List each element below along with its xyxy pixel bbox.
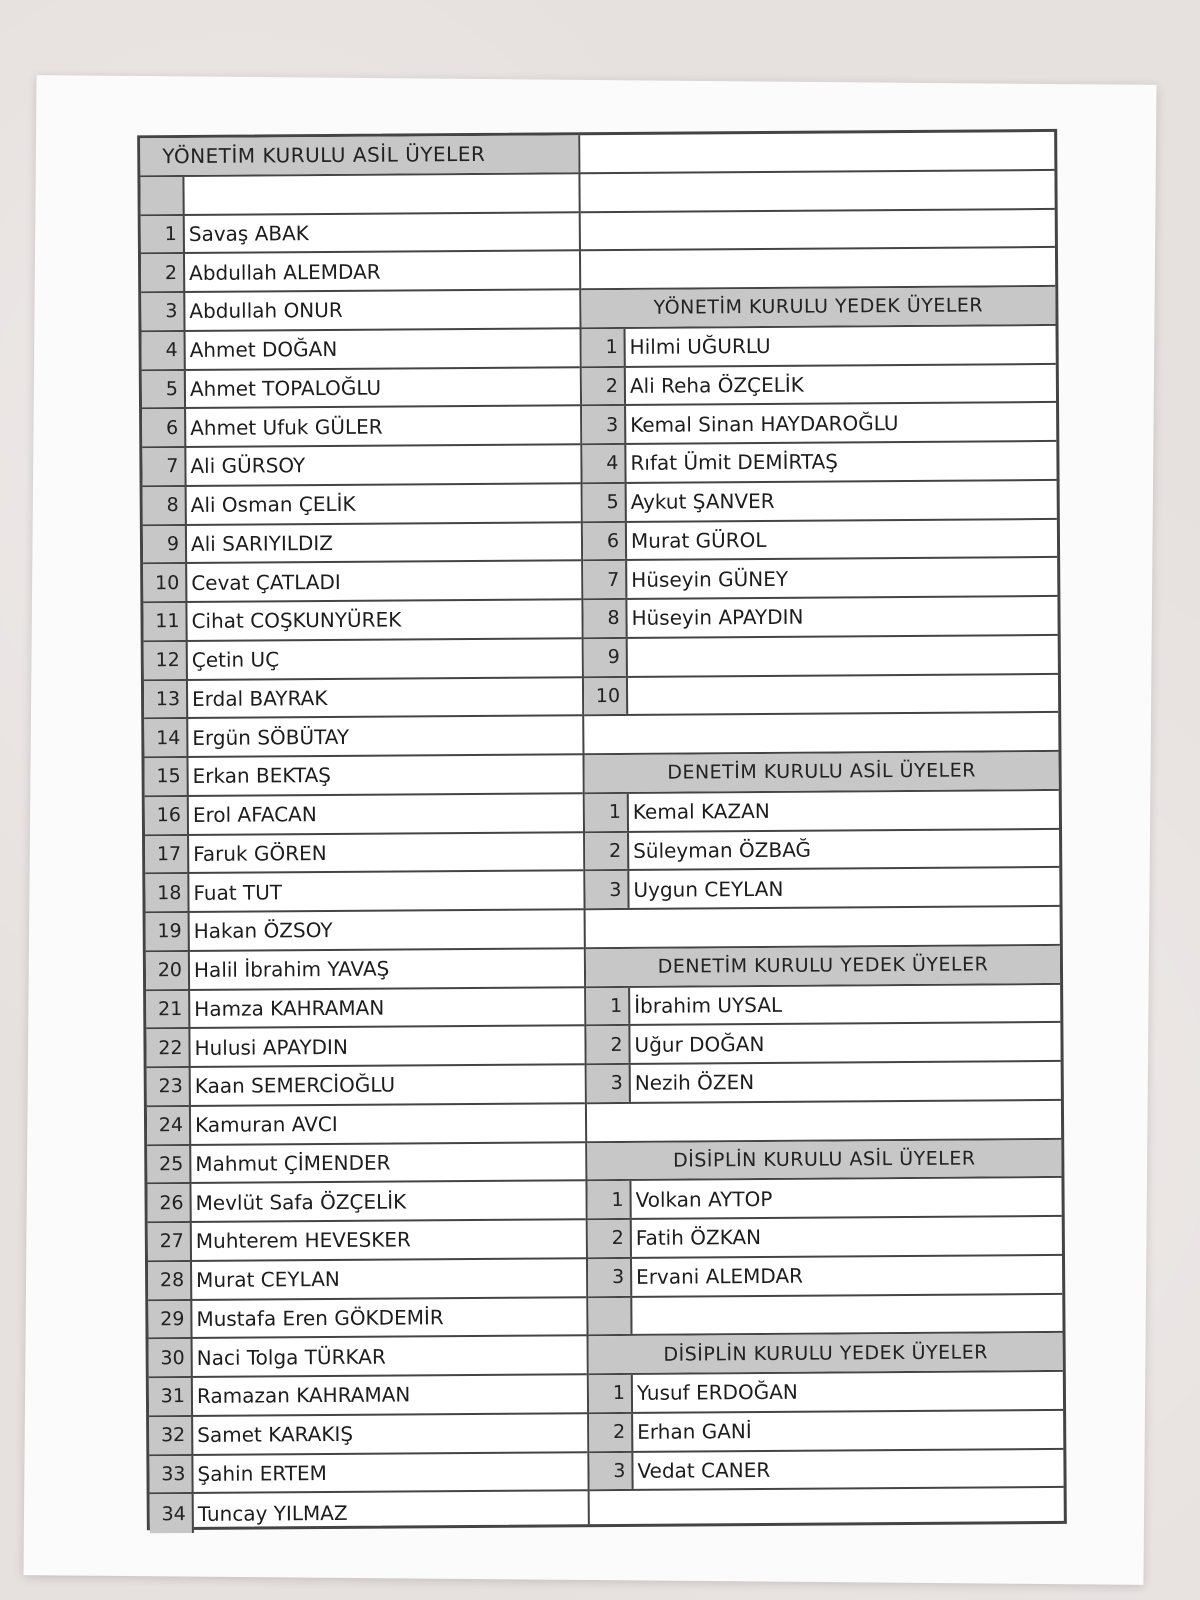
section-spacer-row	[587, 1101, 1061, 1143]
dk-yedek-member-number: 2	[586, 1026, 630, 1063]
yk-asil-member-name: Erol AFACAN	[192, 802, 317, 828]
yk-yedek-member-name: Hüseyin GÜNEY	[631, 566, 789, 592]
dk-asil-member-name: Süleyman ÖZBAĞ	[633, 837, 812, 863]
yk-asil-member-row	[142, 368, 580, 410]
disk-yedek-member-number: 1	[589, 1375, 633, 1412]
yk-asil-member-name: Erkan BEKTAŞ	[192, 763, 332, 789]
yk-asil-member-name: Şahin ERTEM	[197, 1460, 327, 1486]
yk-asil-member-number: 23	[147, 1068, 191, 1105]
dk-yedek-member-row	[586, 1023, 1060, 1065]
yk-asil-member-row	[147, 1181, 585, 1223]
yk-asil-member-number: 14	[144, 719, 188, 756]
section-spacer-row	[584, 713, 1058, 755]
blank-name-cell	[184, 174, 578, 213]
yk-asil-member-row	[145, 871, 583, 913]
yk-asil-member-number: 24	[147, 1107, 191, 1144]
yk-asil-member-name: Mahmut ÇİMENDER	[195, 1150, 391, 1176]
member-list-table	[137, 129, 1067, 1530]
yk-asil-member-number: 7	[142, 448, 186, 485]
yk-asil-member-row	[146, 988, 584, 1030]
yk-asil-member-row	[144, 678, 582, 720]
yk-asil-member-name: Erdal BAYRAK	[191, 685, 328, 711]
right-blank-row-cell	[581, 209, 1055, 249]
yk-asil-member-row	[146, 1026, 584, 1068]
yk-asil-member-number: 15	[144, 758, 188, 795]
yk-asil-member-row	[144, 716, 582, 758]
yk-asil-member-name: Hakan ÖZSOY	[193, 918, 333, 944]
yk-asil-member-name: Abdullah ALEMDAR	[189, 259, 381, 285]
dk-yedek-member-name: Nezih ÖZEN	[634, 1070, 755, 1096]
yk-yedek-member-row	[582, 442, 1056, 484]
yk-yedek-member-number: 7	[583, 561, 627, 598]
yk-asil-member-row	[143, 523, 581, 565]
yk-asil-member-number: 19	[146, 913, 190, 950]
disk-asil-member-name: Volkan AYTOP	[635, 1186, 773, 1212]
yk-asil-member-name: Savaş ABAK	[188, 221, 309, 246]
yk-asil-member-name: Ahmet TOPALOĞLU	[189, 375, 382, 401]
yk-asil-member-number: 13	[144, 680, 188, 717]
yk-asil-member-row	[143, 484, 581, 526]
yk-yedek-member-name: Hilmi UĞURLU	[629, 334, 771, 360]
yk-asil-member-name: Ramazan KAHRAMAN	[196, 1382, 411, 1409]
yk-asil-member-row	[141, 290, 579, 332]
yk-asil-member-number: 17	[145, 835, 189, 872]
dk-asil-member-row	[585, 791, 1059, 833]
yk-asil-member-row	[147, 1104, 585, 1146]
disk-asil-member-number: 2	[588, 1220, 632, 1257]
yk-asil-member-name: Çetin UÇ	[191, 647, 280, 673]
yk-asil-member-row	[145, 833, 583, 875]
yk-asil-member-row	[141, 213, 579, 255]
dk-asil-member-row	[585, 829, 1059, 871]
yk-asil-member-row	[148, 1220, 586, 1262]
dk-asil-member-name: Uygun CEYLAN	[633, 876, 784, 902]
yk-asil-member-number: 28	[148, 1262, 192, 1299]
yk-asil-member-number: 18	[145, 874, 189, 911]
yk-asil-member-row	[143, 600, 581, 642]
yk-asil-header-row	[140, 135, 578, 177]
yk-asil-member-number: 16	[145, 797, 189, 834]
disk-yedek-member-name: Erhan GANİ	[637, 1419, 752, 1444]
yk-asil-member-number: 4	[142, 332, 186, 369]
disk-asil-member-row	[587, 1178, 1061, 1220]
dk-yedek-member-name: İbrahim UYSAL	[634, 992, 783, 1018]
dk-asil-title-row	[584, 752, 1058, 794]
yk-yedek-member-name	[628, 674, 1058, 714]
yk-asil-member-name: Tuncay YILMAZ	[197, 1500, 348, 1526]
right-blank-row-cell	[580, 171, 1054, 211]
yk-asil-member-row	[141, 252, 579, 294]
yk-asil-member-number: 31	[149, 1378, 193, 1415]
yk-asil-member-number: 9	[143, 525, 187, 562]
yk-asil-member-name: Hulusi APAYDIN	[194, 1034, 348, 1060]
yk-asil-member-name: Samet KARAKIŞ	[197, 1421, 354, 1448]
yk-yedek-title-row	[581, 287, 1055, 329]
yk-asil-member-number: 26	[147, 1184, 191, 1221]
yk-asil-member-row	[144, 755, 582, 797]
dk-yedek-member-number: 1	[586, 987, 630, 1024]
yk-asil-member-number: 5	[142, 370, 186, 407]
paper-sheet	[23, 75, 1156, 1585]
yk-asil-title: YÖNETİM KURULU ASİL ÜYELER	[140, 135, 578, 175]
dk-asil-member-name: Kemal KAZAN	[632, 799, 770, 825]
yk-asil-member-name: Mustafa Eren GÖKDEMİR	[196, 1305, 444, 1331]
disk-asil-title: DİSİPLİN KURULU ASİL ÜYELER	[587, 1139, 1061, 1179]
yk-yedek-member-name: Kemal Sinan HAYDAROĞLU	[630, 410, 899, 437]
disk-asil-member-number: 1	[587, 1181, 631, 1218]
yk-yedek-member-number: 10	[584, 677, 628, 714]
yk-asil-member-number: 30	[149, 1339, 193, 1376]
yk-asil-member-number: 27	[148, 1223, 192, 1260]
yk-asil-member-number: 11	[143, 603, 187, 640]
yk-asil-member-row	[142, 406, 580, 448]
section-spacer-row-cell	[584, 713, 1058, 753]
dk-yedek-title-row	[586, 946, 1060, 988]
disk-yedek-member-row	[589, 1449, 1063, 1491]
yk-asil-member-row	[147, 1143, 585, 1185]
yk-asil-member-number: 10	[143, 564, 187, 601]
yk-asil-member-number: 2	[141, 254, 185, 291]
dk-asil-member-number: 2	[585, 832, 629, 869]
yk-asil-member-name: Faruk GÖREN	[193, 840, 327, 866]
disk-asil-member-row	[588, 1217, 1062, 1259]
yk-yedek-title: YÖNETİM KURULU YEDEK ÜYELER	[581, 287, 1055, 327]
yk-asil-member-number: 8	[143, 487, 187, 524]
yk-yedek-member-number: 4	[582, 445, 626, 482]
yk-asil-member-row	[144, 639, 582, 681]
yk-asil-member-name: Cevat ÇATLADI	[191, 569, 341, 595]
yk-asil-member-name: Ahmet DOĞAN	[189, 337, 338, 363]
yk-asil-member-row	[149, 1375, 587, 1417]
yk-asil-member-name: Muhterem HEVESKER	[195, 1227, 411, 1254]
yk-asil-member-name: Naci Tolga TÜRKAR	[196, 1344, 386, 1370]
yk-asil-member-name: Hamza KAHRAMAN	[194, 995, 385, 1021]
dk-yedek-member-number: 3	[587, 1065, 631, 1102]
yk-asil-member-name: Cihat COŞKUNYÜREK	[191, 607, 402, 634]
right-blank-row-cell	[581, 248, 1055, 288]
section-spacer-row	[586, 907, 1060, 949]
yk-yedek-member-row	[583, 481, 1057, 523]
disk-yedek-member-row	[589, 1372, 1063, 1414]
yk-asil-member-row	[145, 794, 583, 836]
right-blank-row	[580, 171, 1054, 213]
section-spacer-row	[590, 1488, 1064, 1530]
yk-yedek-member-name	[628, 636, 1058, 676]
dk-yedek-member-row	[587, 1062, 1061, 1104]
yk-asil-member-number: 25	[147, 1145, 191, 1182]
yk-asil-member-number: 21	[146, 990, 190, 1027]
blank-number-cell	[588, 1297, 632, 1334]
dk-asil-title: DENETİM KURULU ASİL ÜYELER	[584, 752, 1058, 792]
yk-yedek-member-name: Rıfat Ümit DEMİRTAŞ	[630, 449, 839, 476]
section-spacer-row-cell	[586, 907, 1060, 947]
yk-yedek-member-row	[584, 674, 1058, 716]
right-blank-row-cell	[580, 132, 1054, 172]
yk-asil-member-name: Ali GÜRSOY	[190, 453, 306, 479]
yk-asil-member-row	[149, 1453, 587, 1495]
yk-asil-member-name: Kaan SEMERCİOĞLU	[194, 1072, 396, 1099]
yk-yedek-member-number: 3	[582, 406, 626, 443]
yk-yedek-member-name: Hüseyin APAYDIN	[631, 605, 804, 631]
yk-yedek-member-number: 1	[582, 329, 626, 366]
yk-asil-member-name: Ergün SÖBÜTAY	[192, 724, 350, 750]
disk-yedek-member-row	[589, 1411, 1063, 1453]
yk-asil-member-row	[149, 1414, 587, 1456]
blank-number-cell	[140, 177, 184, 214]
yk-asil-member-row	[142, 329, 580, 371]
yk-asil-member-row	[146, 949, 584, 991]
right-blank-row	[581, 209, 1055, 251]
yk-yedek-member-number: 2	[582, 367, 626, 404]
yk-asil-member-name: Murat CEYLAN	[196, 1267, 340, 1293]
yk-asil-member-number: 34	[150, 1494, 194, 1533]
yk-yedek-member-name: Aykut ŞANVER	[630, 489, 775, 515]
yk-asil-member-name: Ali Osman ÇELİK	[190, 491, 356, 518]
blank-name-cell	[632, 1294, 1062, 1334]
yk-yedek-member-row	[583, 558, 1057, 600]
yk-asil-member-number: 32	[149, 1417, 193, 1454]
dk-asil-member-row	[585, 868, 1059, 910]
yk-asil-member-name: Abdullah ONUR	[189, 298, 343, 324]
right-blank-row	[580, 132, 1054, 174]
yk-asil-member-number: 20	[146, 952, 190, 989]
disk-asil-member-row	[588, 1256, 1062, 1298]
disk-asil-member-name: Fatih ÖZKAN	[635, 1225, 762, 1251]
yk-asil-member-row	[149, 1336, 587, 1378]
disk-asil-blank-row	[588, 1294, 1062, 1336]
yk-yedek-member-row	[582, 326, 1056, 368]
yk-asil-member-name: Ahmet Ufuk GÜLER	[190, 414, 383, 440]
disk-yedek-title-row	[589, 1333, 1063, 1375]
yk-asil-member-name: Kamuran AVCI	[194, 1112, 338, 1138]
yk-yedek-member-row	[582, 364, 1056, 406]
yk-yedek-member-row	[582, 403, 1056, 445]
yk-asil-member-number: 12	[144, 642, 188, 679]
yk-yedek-member-row	[583, 519, 1057, 561]
yk-asil-member-row	[147, 1065, 585, 1107]
yk-asil-member-row	[143, 561, 581, 603]
yk-yedek-member-row	[584, 636, 1058, 678]
yk-yedek-member-number: 6	[583, 522, 627, 559]
yk-yedek-member-row	[583, 597, 1057, 639]
dk-asil-member-number: 1	[585, 794, 629, 831]
yk-asil-member-name: Mevlüt Safa ÖZÇELİK	[195, 1189, 407, 1215]
yk-asil-member-row	[142, 445, 580, 487]
disk-yedek-member-name: Yusuf ERDOĞAN	[636, 1380, 798, 1406]
right-blank-row	[581, 248, 1055, 290]
disk-asil-title-row	[587, 1139, 1061, 1181]
yk-asil-member-name: Fuat TUT	[193, 879, 283, 905]
yk-asil-member-row	[146, 910, 584, 952]
yk-yedek-member-name: Ali Reha ÖZÇELİK	[629, 372, 804, 398]
yk-asil-member-number: 1	[141, 216, 185, 253]
yk-asil-member-number: 6	[142, 409, 186, 446]
right-column	[580, 132, 1064, 1524]
yk-yedek-member-number: 5	[583, 484, 627, 521]
yk-asil-member-name: Ali SARIYILDIZ	[190, 530, 334, 556]
yk-yedek-member-name: Murat GÜROL	[630, 527, 767, 553]
dk-yedek-member-name: Uğur DOĞAN	[634, 1031, 765, 1057]
disk-yedek-member-number: 3	[589, 1452, 633, 1489]
section-spacer-row-cell	[587, 1101, 1061, 1141]
yk-asil-member-row	[150, 1491, 588, 1533]
dk-yedek-title: DENETİM KURULU YEDEK ÜYELER	[586, 946, 1060, 986]
yk-asil-member-number: 33	[149, 1455, 193, 1492]
yk-asil-member-number: 22	[146, 1029, 190, 1066]
left-column	[140, 135, 590, 1527]
yk-yedek-member-number: 9	[584, 639, 628, 676]
yk-asil-member-row	[148, 1259, 586, 1301]
disk-yedek-member-name: Vedat CANER	[637, 1457, 771, 1483]
disk-asil-member-name: Ervani ALEMDAR	[636, 1263, 804, 1290]
disk-yedek-title: DİSİPLİN KURULU YEDEK ÜYELER	[589, 1333, 1063, 1373]
yk-asil-member-number: 29	[148, 1300, 192, 1337]
disk-yedek-member-number: 2	[589, 1414, 633, 1451]
yk-asil-member-name: Halil İbrahim YAVAŞ	[193, 956, 390, 983]
yk-asil-member-row	[148, 1298, 586, 1340]
dk-yedek-member-row	[586, 984, 1060, 1026]
yk-asil-member-number: 3	[141, 293, 185, 330]
disk-asil-member-number: 3	[588, 1259, 632, 1296]
yk-yedek-member-number: 8	[583, 600, 627, 637]
dk-asil-member-number: 3	[585, 871, 629, 908]
blank-row	[140, 174, 578, 216]
section-spacer-row-cell	[590, 1488, 1064, 1530]
